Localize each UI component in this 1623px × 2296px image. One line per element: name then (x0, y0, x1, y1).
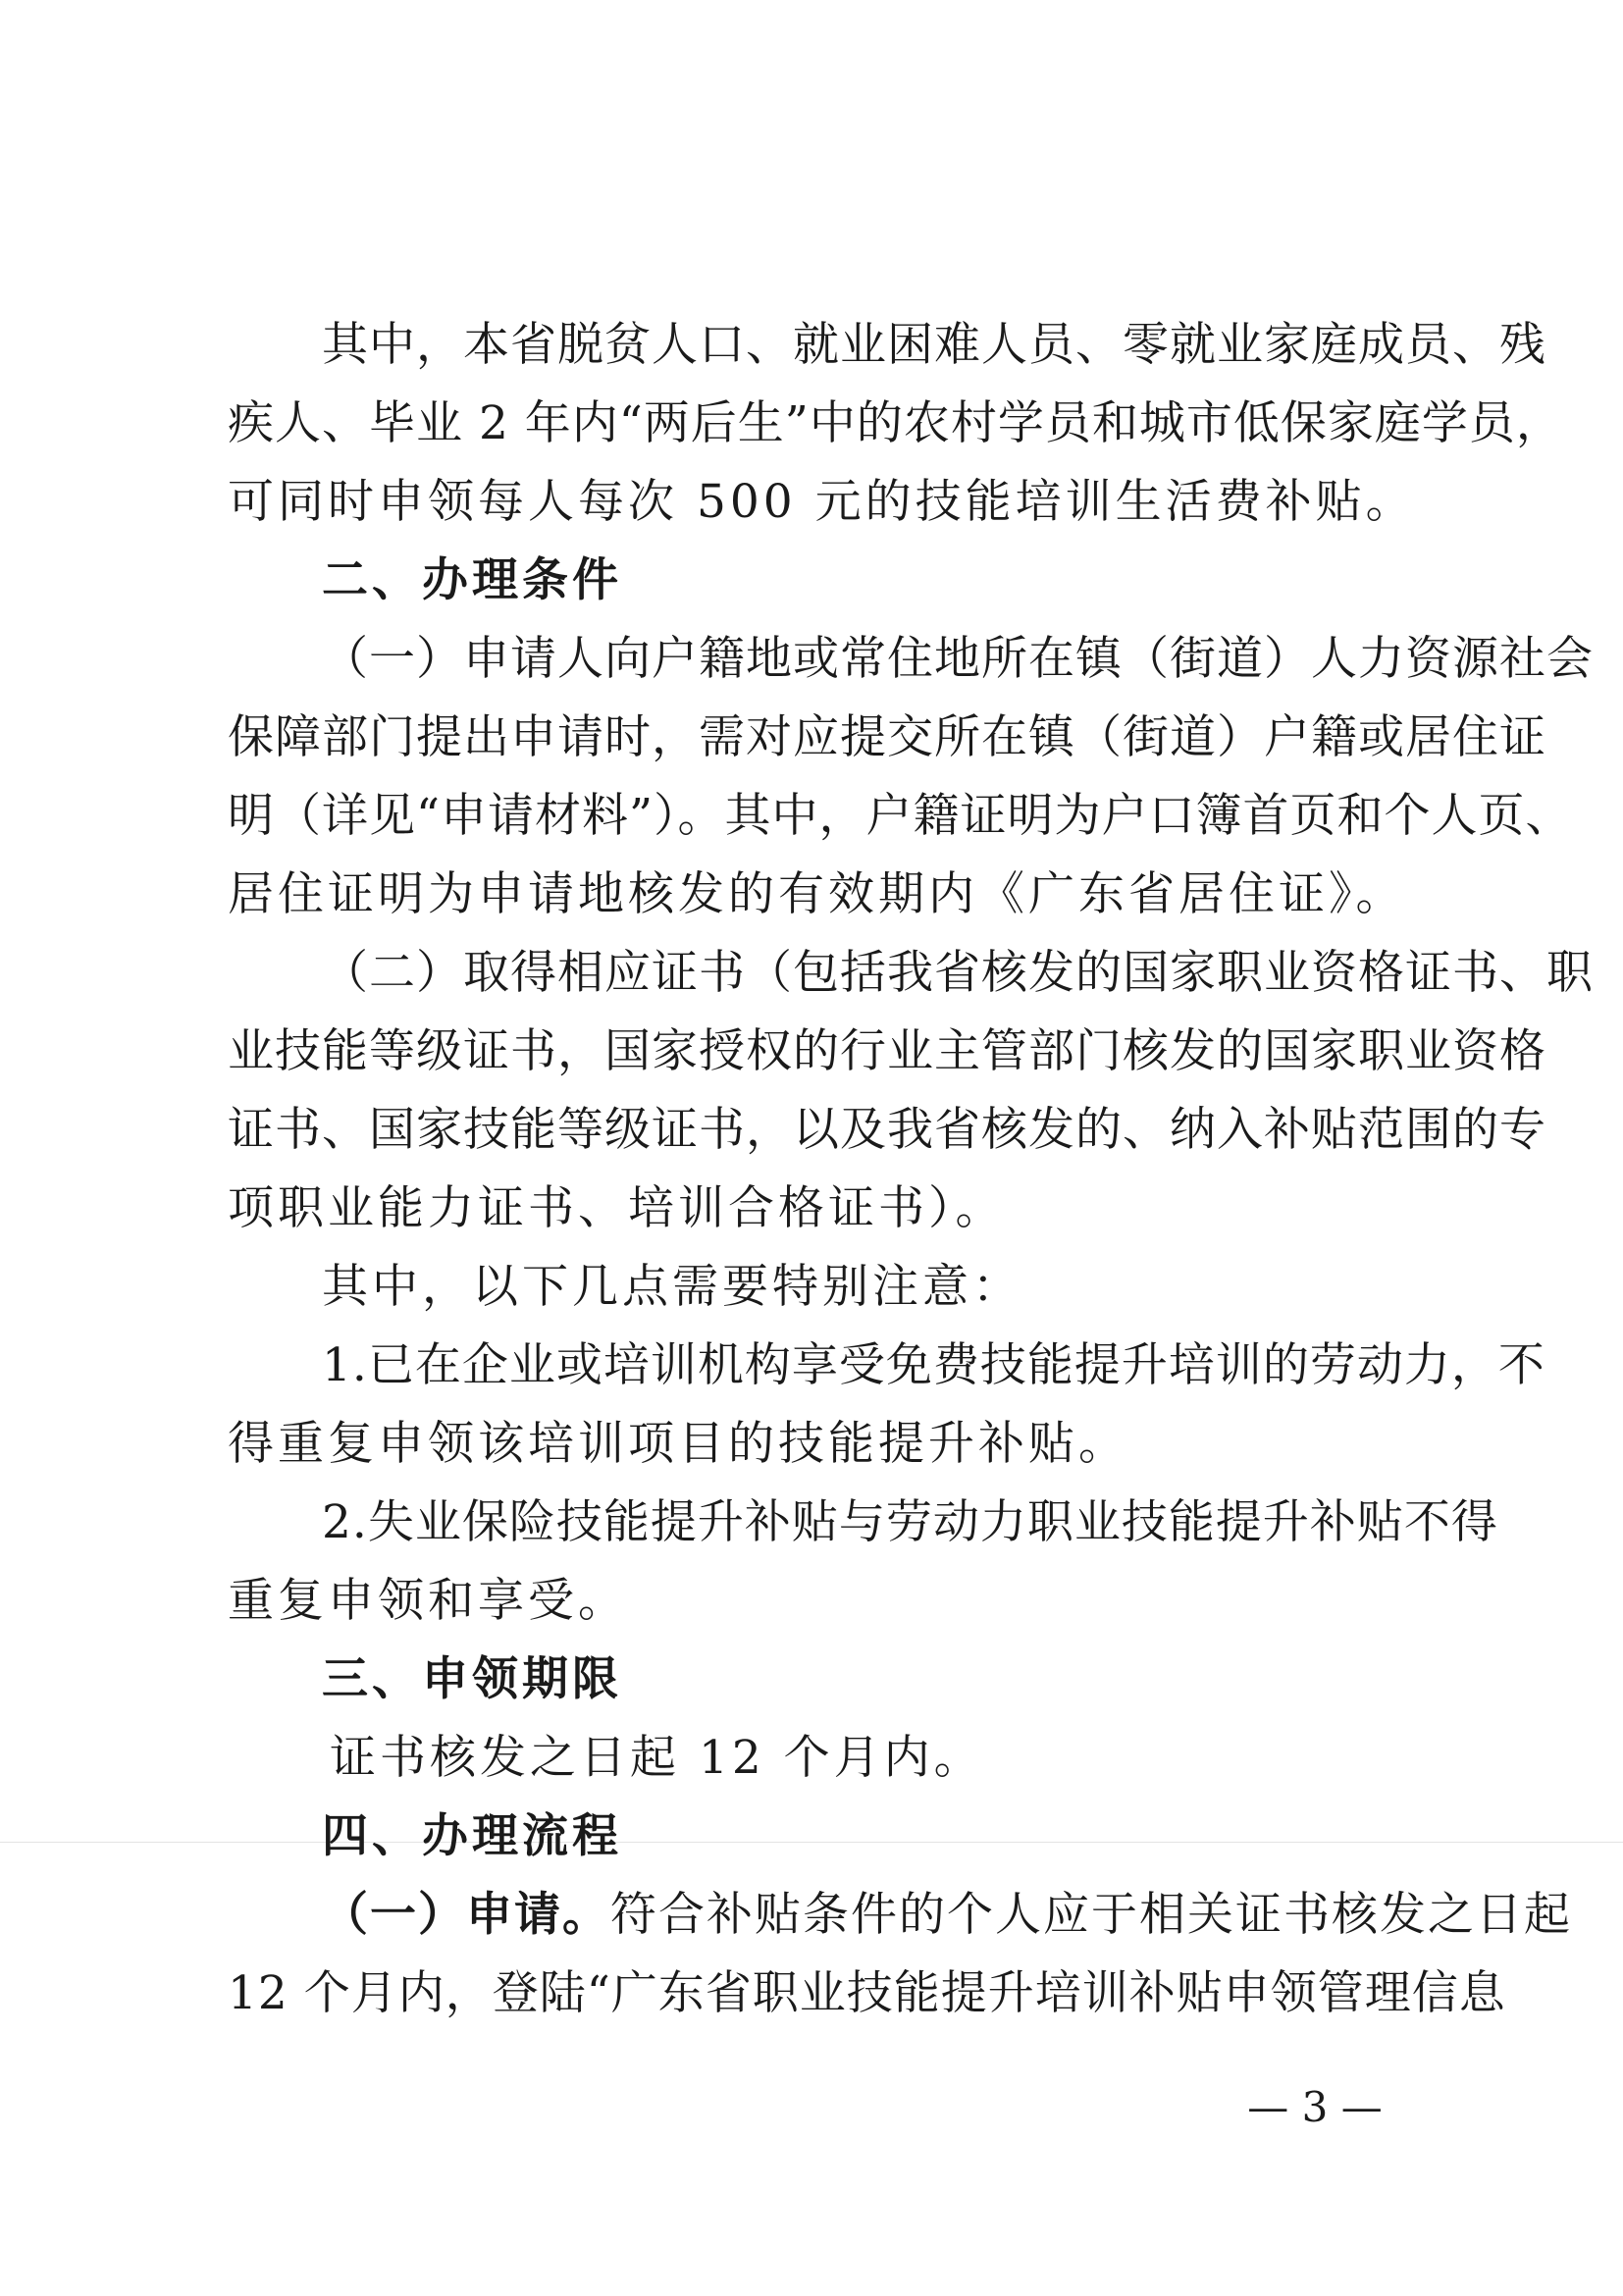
body-line: 明（详见“申请材料”）。其中，户籍证明为户口簿首页和个人页、 (228, 789, 1573, 843)
section-heading-4: 四、办理流程 (322, 1809, 622, 1863)
body-line: 保障部门提出申请时，需对应提交所在镇（街道）户籍或居住证 (228, 710, 1546, 764)
body-line: 其中，以下几点需要特别注意： (322, 1260, 1022, 1314)
step-text: 符合补贴条件的个人应于相关证书核发之日起 (610, 1888, 1572, 1942)
page-number: — 3 — (1247, 2083, 1383, 2131)
body-line: 1.已在企业或培训机构享受免费技能提升培训的劳动力，不 (322, 1338, 1545, 1392)
body-line: 疾人、毕业 2 年内“两后生”中的农村学员和城市低保家庭学员， (228, 396, 1563, 450)
step-label: （一）申请。 (322, 1888, 610, 1942)
body-line: 得重复申领该培训项目的技能提升补贴。 (228, 1417, 1128, 1471)
body-line: 重复申领和享受。 (228, 1574, 628, 1628)
section-heading-3: 三、申领期限 (322, 1652, 622, 1706)
body-line: 证书、国家技能等级证书，以及我省核发的、纳入补贴范围的专 (228, 1103, 1546, 1157)
body-line: 项职业能力证书、培训合格证书）。 (228, 1181, 1006, 1235)
body-line: 其中，本省脱贫人口、就业困难人员、零就业家庭成员、残 (322, 318, 1546, 372)
body-line: 业技能等级证书，国家授权的行业主管部门核发的国家职业资格 (228, 1024, 1546, 1078)
body-line: 可同时申领每人每次 500 元的技能培训生活费补贴。 (228, 475, 1416, 529)
section-heading-2: 二、办理条件 (322, 553, 622, 607)
body-line: 居住证明为申请地核发的有效期内《广东省居住证》。 (228, 867, 1406, 921)
body-line: 证书核发之日起 12 个月内。 (330, 1731, 984, 1785)
body-line: （二）取得相应证书（包括我省核发的国家职业资格证书、职 (322, 946, 1594, 1000)
body-line: （一）申请人向户籍地或常住地所在镇（街道）人力资源社会 (322, 632, 1594, 686)
body-line: 12 个月内，登陆“广东省职业技能提升培训补贴申领管理信息 (228, 1966, 1506, 2020)
body-line (322, 1886, 1572, 1945)
body-line: 2.失业保险技能提升补贴与劳动力职业技能提升补贴不得 (322, 1495, 1498, 1549)
